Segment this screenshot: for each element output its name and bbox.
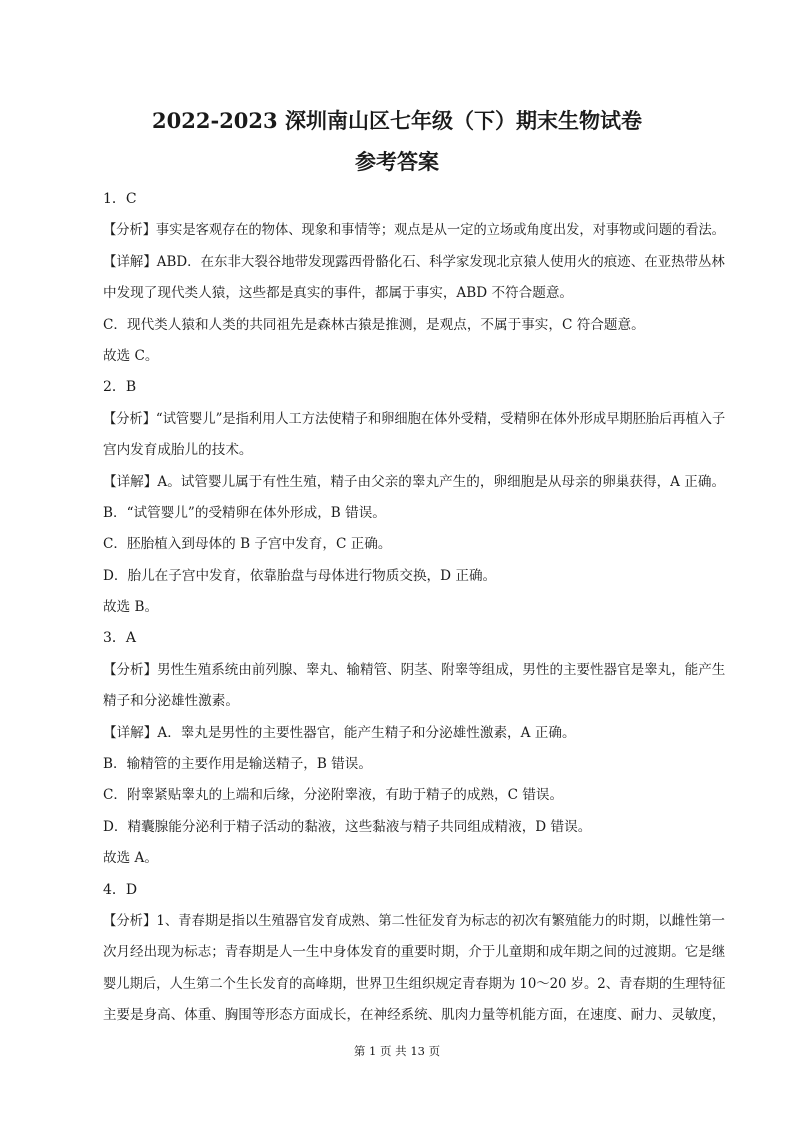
answer-line: 4．D	[103, 881, 138, 898]
document-title: 2022-2023 深圳南山区七年级（下）期末生物试卷	[152, 108, 642, 133]
document-subtitle: 参考答案	[355, 149, 439, 174]
answer-line: 故选 B。	[103, 599, 159, 616]
answer-line: B．输精管的主要作用是输送精子，B 错误。	[103, 756, 372, 773]
answer-line: D．精囊腺能分泌利于精子活动的黏液，这些黏液与精子共同组成精液，D 错误。	[103, 818, 592, 835]
answer-line: 【分析】事实是客观存在的物体、现象和事情等；观点是从一定的立场或角度出发，对事物或问题的看法。	[103, 222, 725, 239]
answer-line: 3．A	[103, 630, 137, 647]
answer-line: 【分析】“试管婴儿”是指利用人工方法使精子和卵细胞在体外受精，受精卵在体外形成早期胚胎后再植入子	[103, 410, 726, 427]
answer-line: 【分析】男性生殖系统由前列腺、睾丸、输精管、阴茎、附睾等组成，男性的主要性器官是睾丸，能产生	[103, 661, 726, 678]
answer-line: 【详解】ABD．在东非大裂谷地带发现露西骨骼化石、科学家发现北京猿人使用火的痕迹、在亚热带丛林	[103, 253, 725, 270]
page-footer: 第 1 页 共 13 页	[353, 1044, 441, 1058]
answer-line: 【详解】A。试管婴儿属于有性生殖，精子由父亲的睾丸产生的，卵细胞是从母亲的卵巢获得，A 正确。	[103, 473, 726, 490]
answer-line: C．现代类人猿和人类的共同祖先是森林古猿是推测，是观点，不属于事实，C 符合题意。	[103, 316, 645, 333]
answer-line: 故选 C。	[103, 347, 159, 364]
answer-line: 主要是身高、体重、胸围等形态方面成长，在神经系统、肌肉力量等机能方面，在速度、耐力、灵敏度，	[103, 1007, 726, 1024]
answer-line: C．胚胎植入到母体的 B 子宫中发育，C 正确。	[103, 536, 392, 553]
answer-body	[103, 184, 725, 1032]
answer-line: 【详解】A．睾丸是男性的主要性器官，能产生精子和分泌雄性激素，A 正确。	[103, 724, 576, 741]
answer-line: 中发现了现代类人猿，这些都是真实的事件，都属于事实，ABD 不符合题意。	[103, 285, 574, 302]
answer-line: 1．C	[103, 191, 137, 207]
answer-line: 2．B	[103, 379, 137, 396]
answer-line: 故选 A。	[103, 850, 158, 867]
answer-line: C．附睾紧贴睾丸的上端和后缘，分泌附睾液，有助于精子的成熟，C 错误。	[103, 787, 564, 804]
answer-line: D．胎儿在子宫中发育，依靠胎盘与母体进行物质交换，D 正确。	[103, 567, 497, 584]
answer-line: B．“试管婴儿”的受精卵在体外形成，B 错误。	[103, 504, 386, 521]
answer-line: 婴儿期后，人生第二个生长发育的高峰期，世界卫生组织规定青春期为 10～20 岁。2、青春期的生理特征	[103, 975, 726, 992]
answer-line: 精子和分泌雄性激素。	[103, 693, 239, 710]
answer-line: 【分析】1、青春期是指以生殖器官发育成熟、第二性征发育为标志的初次有繁殖能力的时期，以雌性第一	[103, 912, 725, 929]
answer-line: 宫内发育成胎儿的技术。	[103, 442, 253, 459]
answer-line: 次月经出现为标志；青春期是人一生中身体发育的重要时期，介于儿童期和成年期之间的过渡期。它是继	[103, 944, 726, 961]
